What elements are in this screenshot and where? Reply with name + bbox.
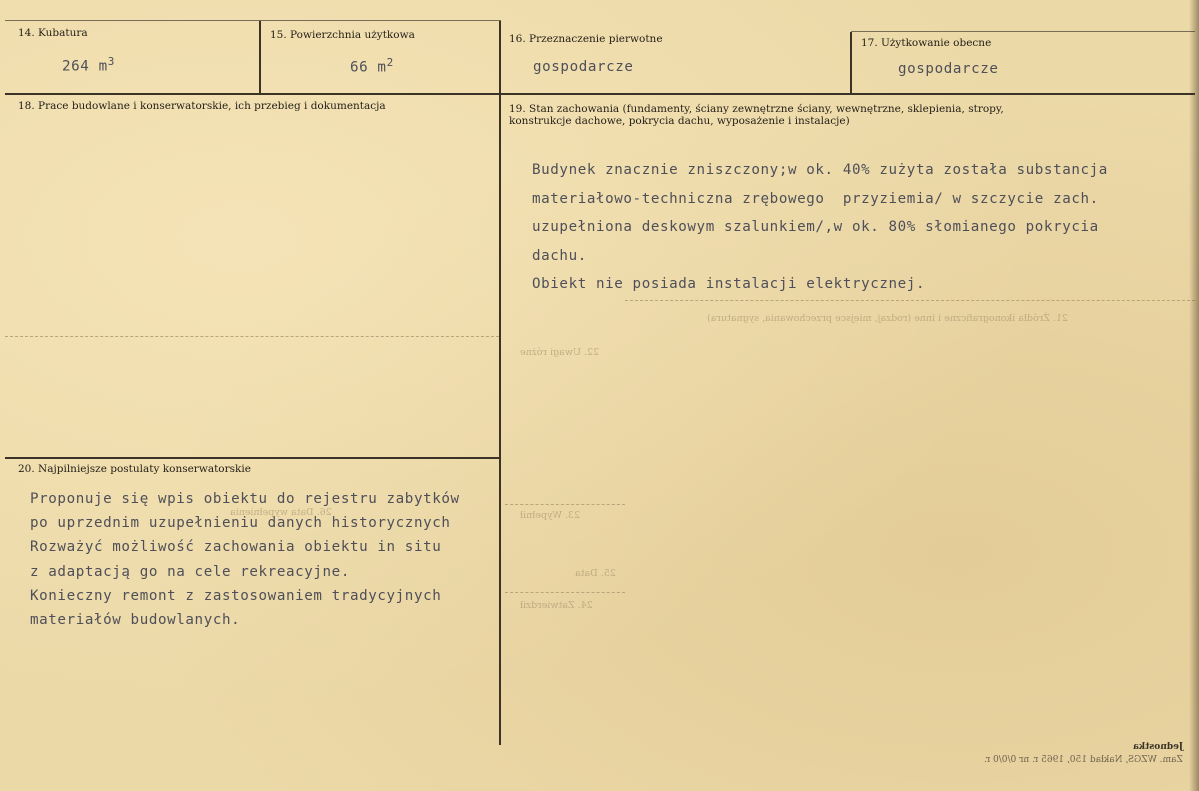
- bleed-line-1: [5, 336, 499, 337]
- top-row-top-border-left: [5, 20, 501, 21]
- footer-line-2: Zam. WZGS, Nakład 150, 1965 r. nr 0/0/0 r.: [984, 755, 1183, 765]
- field-15-value: [350, 56, 394, 76]
- page-edge-shadow: [1189, 0, 1199, 791]
- field-14-number: 264 m: [62, 58, 108, 75]
- top-row-bottom-border: [5, 93, 1195, 95]
- divider-16-17: [850, 32, 852, 94]
- field-18-label: 18. Prace budowlane i konserwatorskie, ich przebieg i dokumentacja: [18, 100, 386, 112]
- top-row-top-border-right: [851, 31, 1195, 32]
- field-19-line: Obiekt nie posiada instalacji elektrycznej.: [532, 276, 926, 292]
- divider-14-15: [259, 20, 261, 94]
- field-19-line: materiałowo-techniczna zrębowego przyziemia/ w szczycie zach.: [532, 190, 1099, 207]
- field-20-line: Rozważyć możliwość zachowania obiektu in situ: [30, 539, 442, 556]
- field-20-line: Proponuje się wpis obiektu do rejestru zabytków: [30, 491, 460, 507]
- field-19-line: dachu.: [532, 247, 587, 264]
- field-19-label-line-1: 19. Stan zachowania (fundamenty, ściany zewnętrzne ściany, wewnętrzne, sklepienia, stropy,: [509, 103, 1004, 115]
- field-17-label: 17. Użytkowanie obecne: [861, 37, 992, 49]
- bleed-line-3: [505, 504, 625, 505]
- field-19-text: [532, 156, 1108, 299]
- bleed-through-21: 21. Źródła ikonograficzne i inne (rodzaj, miejsce przechowania, sygnatura): [707, 313, 1069, 324]
- field-16-value: gospodarcze: [533, 59, 634, 75]
- field-14-value: [62, 55, 115, 75]
- divider-15-16: [499, 20, 501, 745]
- field-15-number: 66 m: [350, 59, 387, 76]
- field-14-label: 14. Kubatura: [18, 27, 88, 39]
- field-20-line: po uprzednim uzupełnieniu danych historycznych: [30, 515, 451, 532]
- bleed-through-26: 26. Data wypełnienia: [230, 507, 332, 518]
- footer-line-1: Jednostka: [1132, 742, 1183, 752]
- bleed-through-22: 22. Uwagi różne: [520, 347, 600, 358]
- field-20-label: 20. Najpilniejsze postulaty konserwatorskie: [18, 463, 251, 475]
- field-15-unit-exponent: 2: [386, 56, 394, 69]
- bleed-through-25: 25. Data: [575, 568, 616, 579]
- field-15-label: 15. Powierzchnia użytkowa: [270, 29, 415, 41]
- field-17-value: gospodarcze: [898, 61, 999, 77]
- field-20-line: materiałów budowlanych.: [30, 612, 241, 629]
- bleed-line-4: [505, 592, 625, 593]
- field-20-line: z adaptacją go na cele rekreacyjne.: [30, 563, 350, 580]
- field-19-line: uzupełniona deskowym szalunkiem/,w ok. 80% słomianego pokrycia: [532, 219, 1099, 235]
- field-19-line: Budynek znacznie zniszczony;w ok. 40% zużyta została substancja: [532, 162, 1108, 178]
- bleed-line-2: [625, 300, 1195, 301]
- field-19-label-line-2: konstrukcje dachowe, pokrycia dachu, wyposażenie i instalacje): [509, 115, 850, 127]
- bleed-through-23: 23. Wypełnił: [520, 510, 581, 521]
- field-16-label: 16. Przeznaczenie pierwotne: [509, 33, 663, 45]
- field-20-line: Konieczny remont z zastosowaniem tradycyjnych: [30, 587, 442, 604]
- bleed-through-24: 24. Zatwierdził: [520, 600, 593, 611]
- row-20-top-border: [5, 457, 499, 459]
- field-14-unit-exponent: 3: [107, 55, 115, 68]
